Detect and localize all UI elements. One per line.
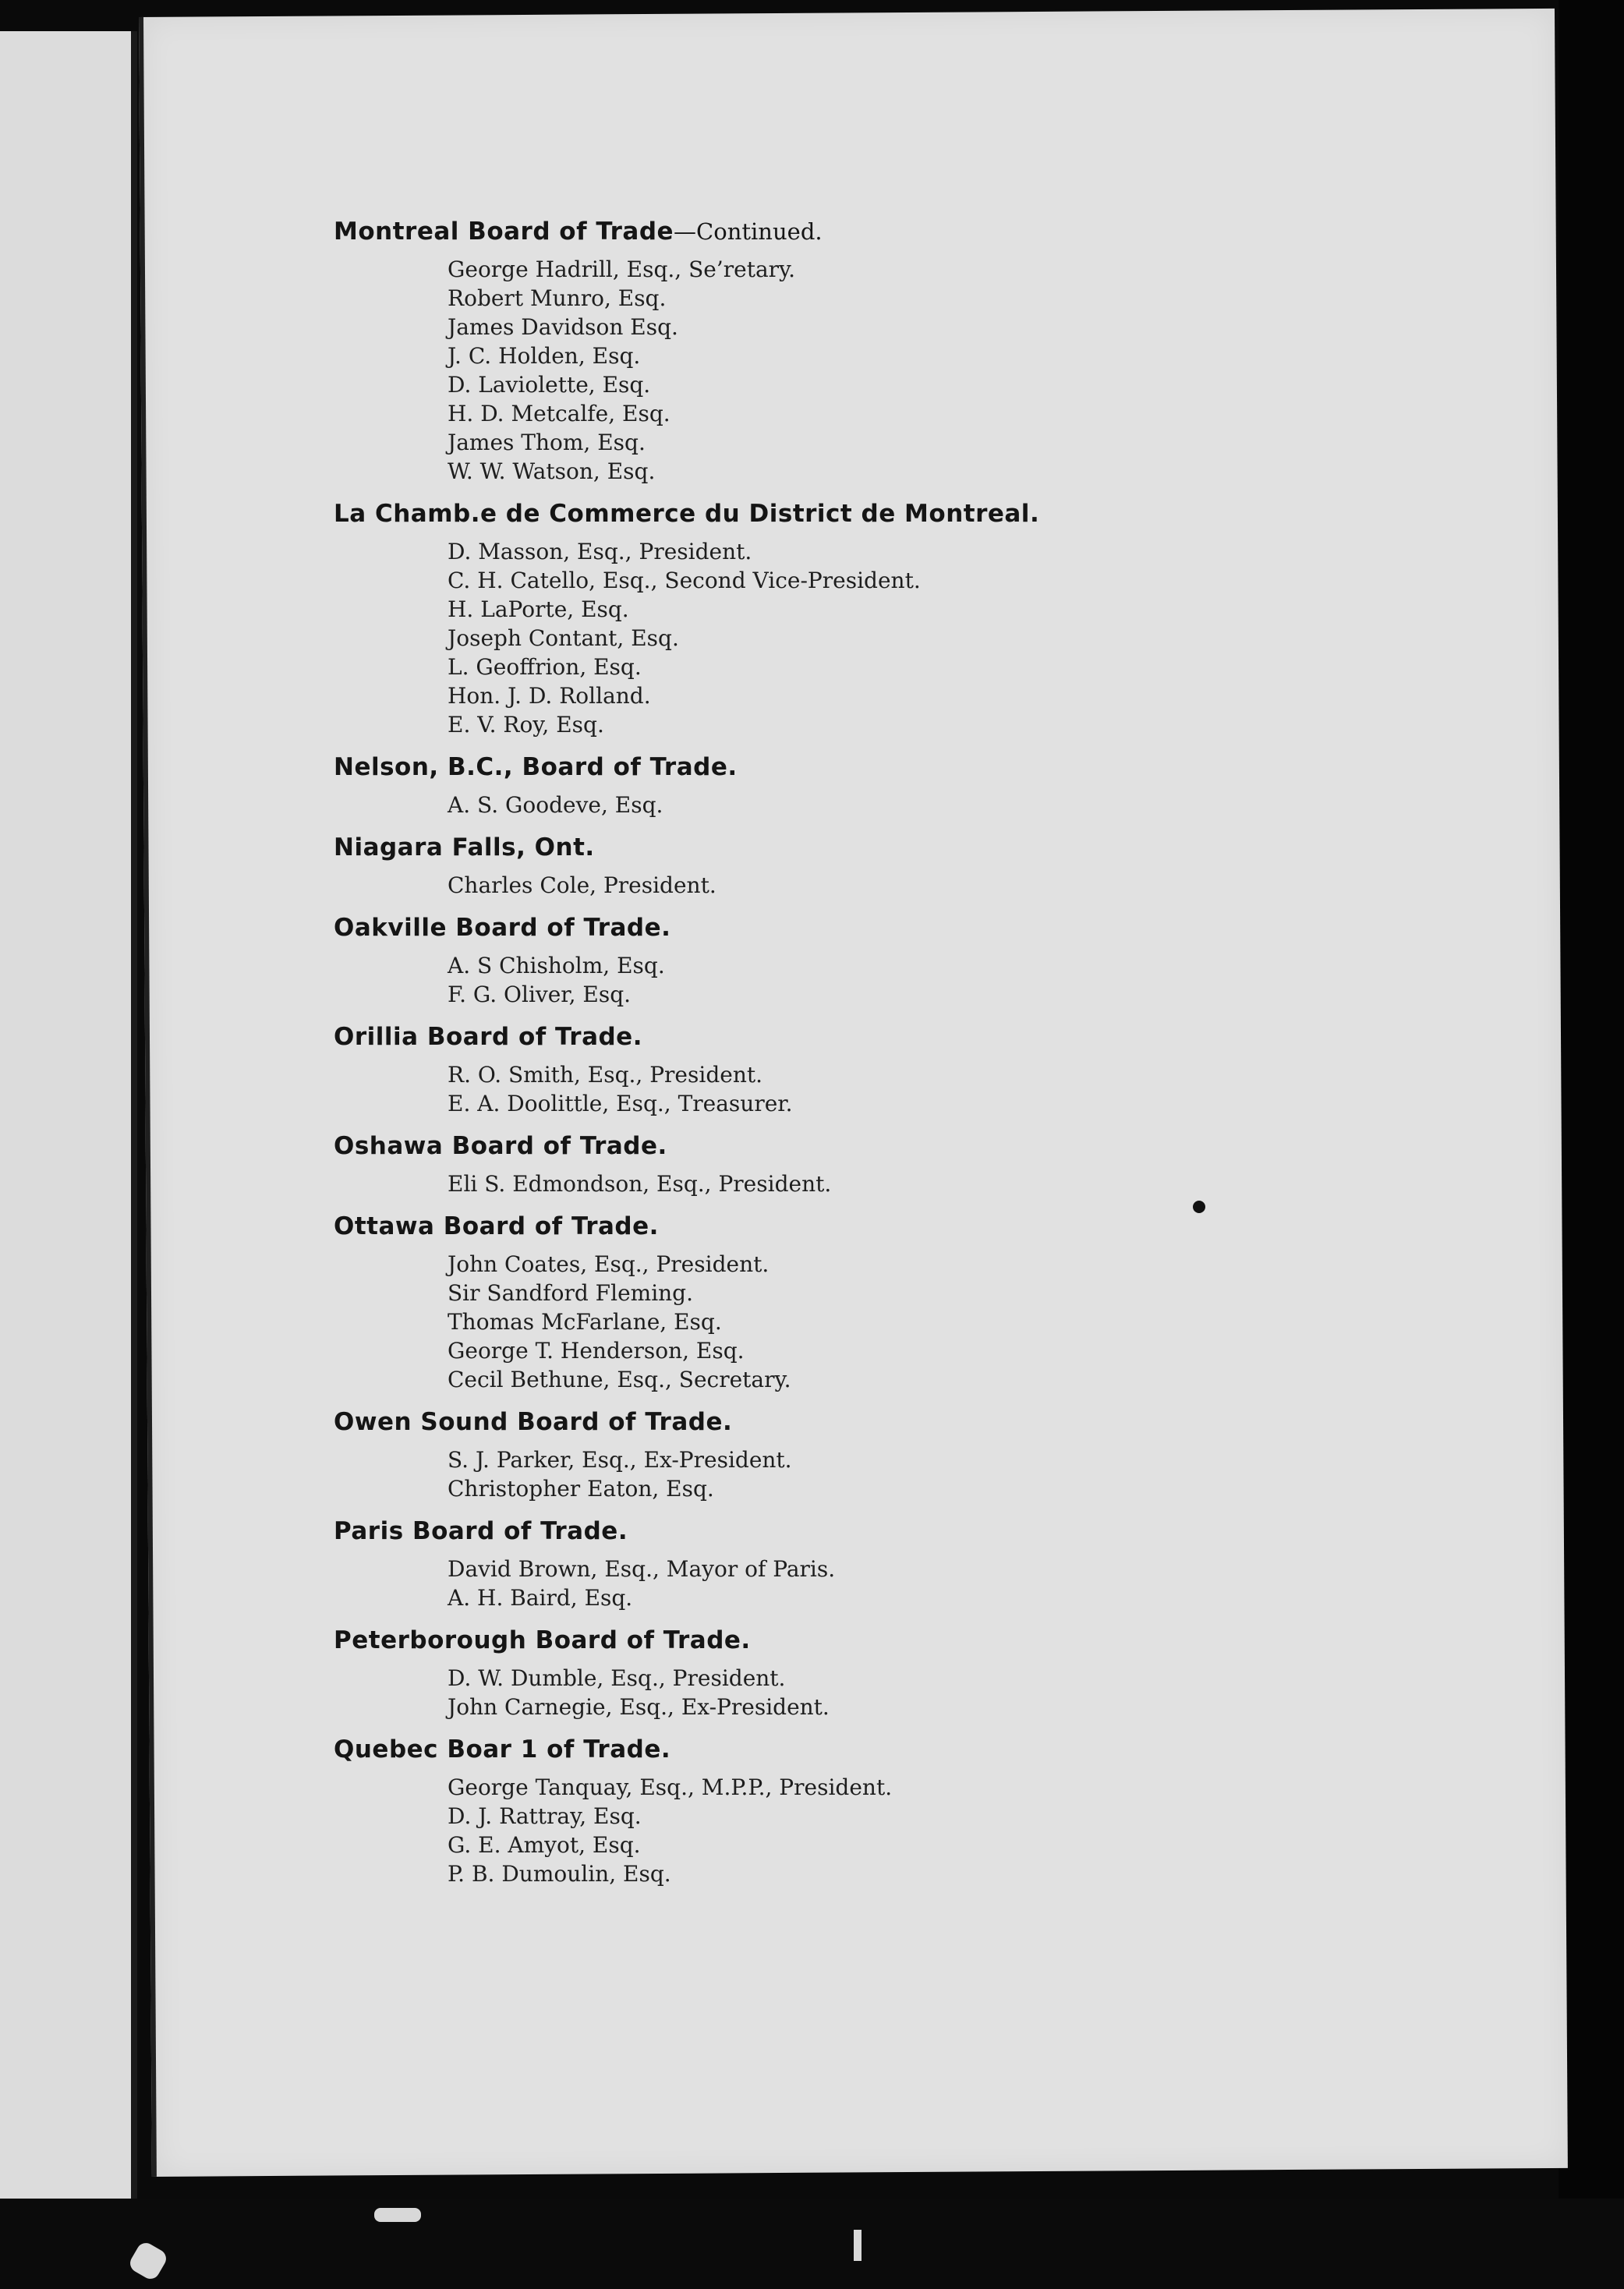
org-heading	[334, 1021, 1347, 1053]
org-heading	[334, 1734, 1347, 1765]
member-list	[334, 1060, 1347, 1118]
member-list	[334, 871, 1347, 900]
member-entry: James Davidson Esq.	[448, 314, 678, 340]
member-entry: D. Masson, Esq., President.	[448, 539, 752, 564]
member-entry: A. S. Goodeve, Esq.	[448, 792, 663, 818]
member-entry: F. G. Oliver, Esq.	[448, 982, 632, 1007]
member-entry: Charles Cole, President.	[448, 872, 716, 898]
member-entry: D. Laviolette, Esq.	[448, 372, 651, 398]
org-heading	[334, 1406, 1347, 1438]
org-heading-text: Niagara Falls, Ont.	[334, 833, 595, 861]
org-section	[334, 1734, 1347, 1888]
scan-border-right	[1559, 0, 1624, 2289]
member-entry: S. J. Parker, Esq., Ex-President.	[448, 1447, 792, 1473]
org-heading-text: La Chamb.e de Commerce du District de Montreal.	[334, 500, 1040, 528]
org-heading-text: Oshawa Board of Trade.	[334, 1132, 667, 1160]
member-entry: A. S Chisholm, Esq.	[448, 953, 665, 978]
org-heading	[334, 216, 1347, 247]
member-list	[334, 1169, 1347, 1198]
org-heading-text: Paris Board of Trade.	[334, 1517, 628, 1545]
member-entry: Christopher Eaton, Esq.	[448, 1476, 714, 1502]
facing-page-edge	[0, 31, 137, 2214]
org-heading	[334, 498, 1347, 529]
org-heading	[334, 1130, 1347, 1162]
member-list	[334, 1445, 1347, 1503]
org-heading	[334, 1625, 1347, 1656]
member-entry: George Tanquay, Esq., M.P.P., President.	[448, 1774, 893, 1800]
member-entry: Thomas McFarlane, Esq.	[448, 1309, 722, 1335]
member-entry: E. A. Doolittle, Esq., Treasurer.	[448, 1091, 793, 1116]
member-entry: Hon. J. D. Rolland.	[448, 683, 651, 709]
org-heading	[334, 1516, 1347, 1547]
scan-border-bottom	[0, 2199, 1624, 2289]
member-list	[334, 1555, 1347, 1612]
member-entry: George Hadrill, Esq., Se’retary.	[448, 256, 796, 282]
paper-scrap	[854, 2230, 862, 2261]
org-heading-text: Oakville Board of Trade.	[334, 914, 671, 942]
member-list	[334, 1664, 1347, 1721]
member-entry: J. C. Holden, Esq.	[448, 343, 641, 369]
member-list	[334, 1773, 1347, 1888]
org-heading-text: Ottawa Board of Trade.	[334, 1212, 659, 1240]
member-entry: L. Geoffrion, Esq.	[448, 654, 642, 680]
org-heading-text: Montreal Board of Trade	[334, 218, 674, 246]
member-entry: D. J. Rattray, Esq.	[448, 1803, 642, 1829]
org-section	[334, 1211, 1347, 1394]
member-entry: George T. Henderson, Esq.	[448, 1338, 745, 1364]
org-heading	[334, 752, 1347, 783]
org-heading-text: Orillia Board of Trade.	[334, 1023, 642, 1051]
org-section	[334, 216, 1347, 486]
member-list	[334, 255, 1347, 486]
org-heading	[334, 912, 1347, 943]
org-section	[334, 1130, 1347, 1198]
member-entry: Robert Munro, Esq.	[448, 285, 667, 311]
member-list	[334, 1250, 1347, 1394]
org-section	[334, 752, 1347, 819]
member-entry: H. D. Metcalfe, Esq.	[448, 401, 670, 426]
org-section	[334, 1516, 1347, 1612]
org-section	[334, 1625, 1347, 1721]
member-entry: W. W. Watson, Esq.	[448, 458, 656, 484]
org-section	[334, 1406, 1347, 1503]
org-heading-text: Owen Sound Board of Trade.	[334, 1408, 733, 1436]
org-heading-text: Peterborough Board of Trade.	[334, 1626, 751, 1654]
org-heading-text: Nelson, B.C., Board of Trade.	[334, 753, 738, 781]
member-entry: John Coates, Esq., President.	[448, 1251, 770, 1277]
member-entry: R. O. Smith, Esq., President.	[448, 1062, 763, 1088]
paper-scrap	[374, 2208, 421, 2222]
member-entry: G. E. Amyot, Esq.	[448, 1832, 641, 1858]
member-entry: A. H. Baird, Esq.	[448, 1585, 633, 1611]
member-entry: Eli S. Edmondson, Esq., President.	[448, 1171, 832, 1197]
member-entry: Sir Sandford Fleming.	[448, 1280, 693, 1306]
org-section	[334, 498, 1347, 739]
paper-scrap	[127, 2240, 170, 2283]
member-list	[334, 951, 1347, 1009]
member-entry: David Brown, Esq., Mayor of Paris.	[448, 1556, 836, 1582]
org-section	[334, 912, 1347, 1009]
member-entry: Cecil Bethune, Esq., Secretary.	[448, 1367, 791, 1392]
member-entry: P. B. Dumoulin, Esq.	[448, 1861, 671, 1887]
org-heading-text: Quebec Boar 1 of Trade.	[334, 1735, 671, 1764]
ink-speck	[1193, 1201, 1205, 1213]
member-entry: C. H. Catello, Esq., Second Vice-President.	[448, 568, 921, 593]
member-list	[334, 537, 1347, 739]
org-section	[334, 832, 1347, 900]
member-entry: John Carnegie, Esq., Ex-President.	[448, 1694, 830, 1720]
org-heading	[334, 1211, 1347, 1242]
member-entry: D. W. Dumble, Esq., President.	[448, 1665, 786, 1691]
member-entry: James Thom, Esq.	[448, 430, 646, 455]
org-heading	[334, 832, 1347, 863]
member-list	[334, 791, 1347, 819]
continued-note: —Continued.	[674, 218, 823, 245]
member-entry: Joseph Contant, Esq.	[448, 625, 679, 651]
member-entry: E. V. Roy, Esq.	[448, 712, 604, 738]
org-section	[334, 1021, 1347, 1118]
member-entry: H. LaPorte, Esq.	[448, 596, 629, 622]
board-of-trade-listing	[334, 216, 1347, 1901]
